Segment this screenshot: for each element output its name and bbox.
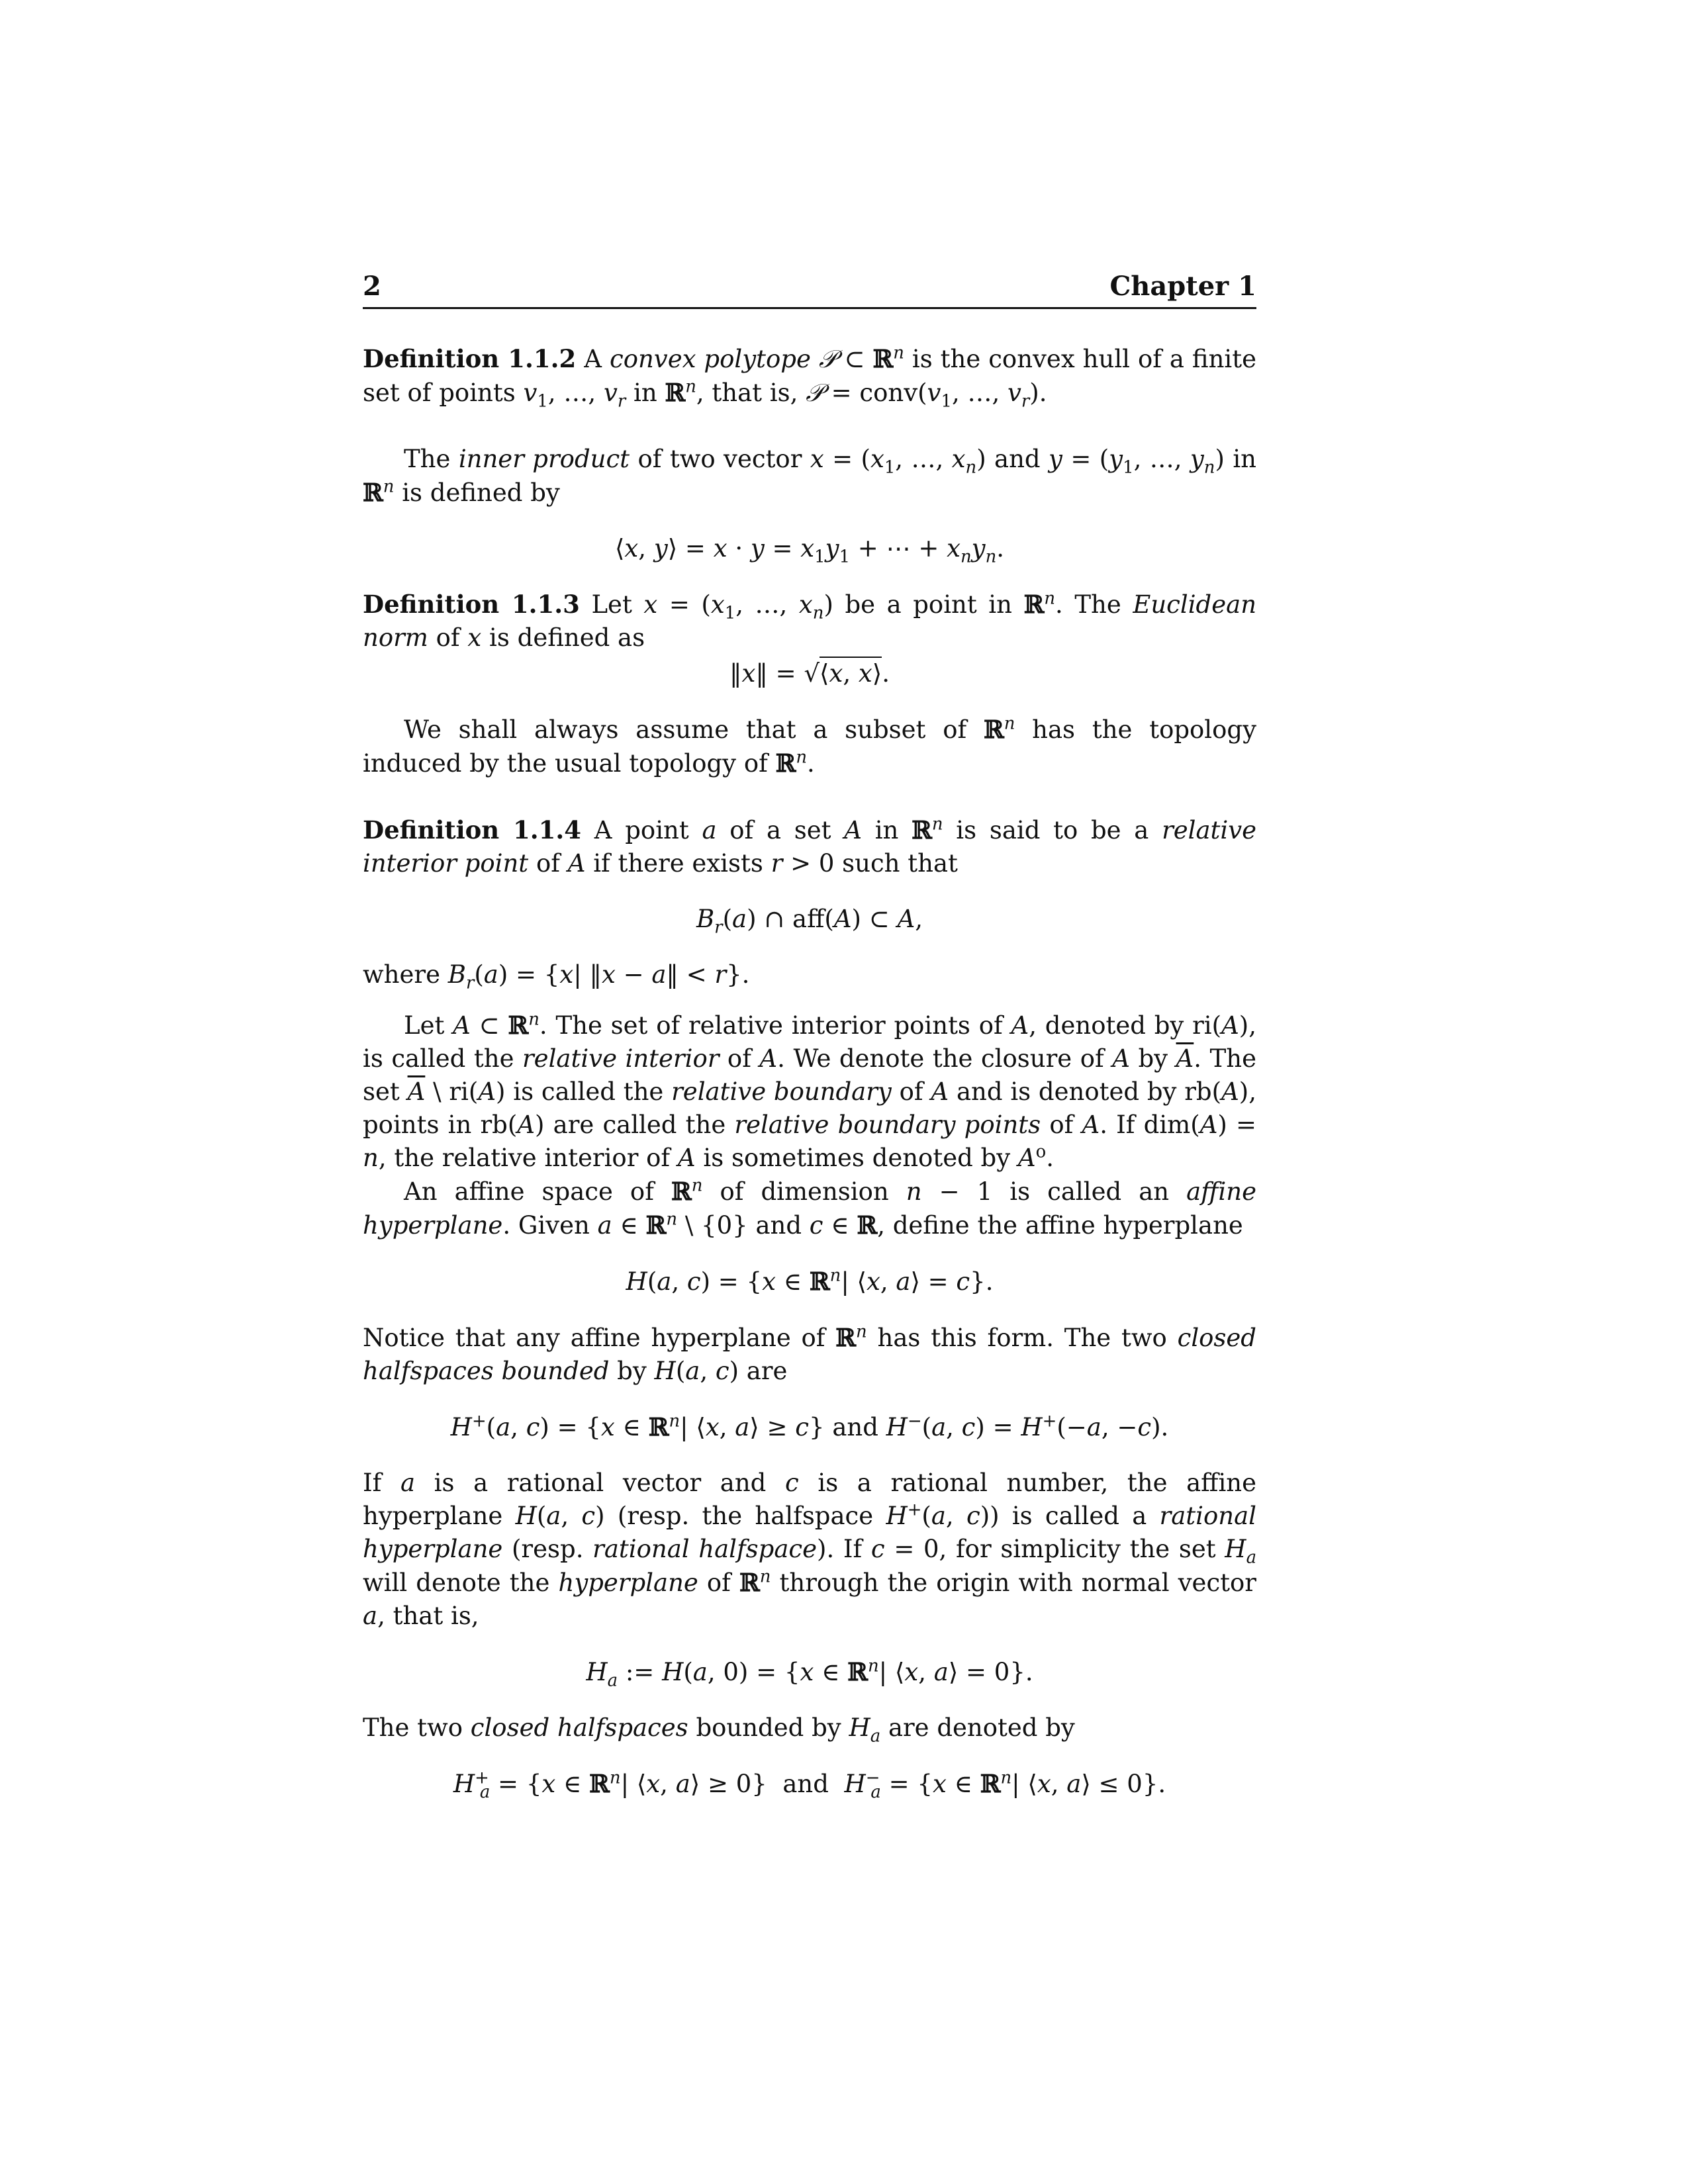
page [363, 270, 1256, 1823]
equation-halfspaces: H+(a, c) = {x ∈ ℝ$^n$| ⟨x, a⟩ ≥ c} and H−(a, c) = H+(−a, −c). [450, 1411, 1169, 1441]
affine-hyperplane-paragraph: An affine space of ℝ$^n$ of dimension n − 1 is called an affine hyperplane. Given a ∈ ℝ$^n$ \ {0} and c ∈ ℝ, define the affine hyperplane [363, 1175, 1256, 1240]
relative-boundary-paragraph: Let A ⊂ ℝ$^n$. The set of relative interior points of A, denoted by ri(A), is called the relative interior of A. We denote the closure of A by $\overline{A}$. The set $\overline{A}$ \ ri(A) is called the relative boundary of A and is denoted by rb(A), points in rb(A) are called the relative boundary points of A. If dim(A) = n, the relative interior of A is sometimes denoted by $A^o$. [363, 1009, 1257, 1172]
equation-norm: ‖x‖ = √⟨x, x⟩. [363, 657, 1256, 690]
rational-paragraph: If a is a rational vector and c is a rational number, the affine hyperplane H(a, c) (resp. the halfspace H+(a, c)) is called a rational hyperplane (resp. rational halfspace). If c = 0, for simplicity the set $H_a$ will denote the hyperplane of ℝ$^n$ through the origin with normal vector a, that is, [363, 1469, 1257, 1630]
term-euclidean-norm: Euclidean norm [363, 590, 1257, 652]
term-inner-product: inner product [458, 445, 630, 473]
equation-affine-hyperplane: H(a, c) = {x ∈ ℝ$^n$| ⟨x, a⟩ = c}. [626, 1265, 994, 1296]
definition-label: Definition 1.1.4 [363, 815, 582, 844]
equation-origin-halfspaces: $H^+_a = \{x$ ∈ ℝ$^n$| ⟨x, a⟩ ≥ 0} and $H^-_a = \{x$ ∈ ℝ$^n$| ⟨x, a⟩ ≤ 0}. [453, 1768, 1166, 1803]
term-relative-interior-point: relative interior point [363, 816, 1257, 878]
equation-inner-product: ⟨x, y⟩ = $x \cdot y = x_1y_1$ + ⋯ + $x_ny_n$. [614, 534, 1005, 567]
definition-1-1-4: Definition 1.1.4 A point a of a set A in ℝ$^n$ is said to be a relative interior point of A if there exists r > 0 such that [363, 814, 1257, 878]
definition-label: Definition 1.1.3 [363, 590, 580, 619]
final-paragraph: The two closed halfspaces bounded by $H_a$ are denoted by [363, 1713, 1075, 1747]
page-number: 2 [363, 271, 381, 302]
where-line: where $B_r(a) = \{x|$ ‖x − a‖ < r}. [363, 960, 750, 993]
equation-relative-interior: $B_r(a)$ ∩ aff(A) ⊂ A, [696, 905, 923, 938]
topology-paragraph: We shall always assume that a subset of ℝ$^n$ has the topology induced by the usual topology of ℝ$^n$. [363, 713, 1256, 778]
equation-hyperplane-origin: $H_a$ := H(a, 0) = {x ∈ ℝ$^n$| ⟨x, a⟩ = 0}. [586, 1656, 1033, 1691]
definition-1-1-3: Definition 1.1.3 Let $x = (x_1$, …, $x_n$) be a point in ℝ$^n$. The Euclidean norm of x is defined as [363, 588, 1257, 652]
notice-paragraph: Notice that any affine hyperplane of ℝ$^n$ has this form. The two closed halfspaces bounded by H(a, c) are [363, 1322, 1256, 1385]
definition-1-1-2: Definition 1.1.2 A convex polytope 𝒫 ⊂ ℝ$^n$ is the convex hull of a finite set of points $v_1$, …, $v_r$ in ℝ$^n$, that is, 𝒫 = $conv(v_1$, …, $v_r$). [363, 343, 1257, 412]
inner-product-paragraph: The inner product of two vector $x = (x_1$, …, $x_n$) and $y = (y_1$, …, $y_n$) in ℝ$^n$ is defined by [363, 445, 1256, 507]
running-head [363, 270, 1256, 309]
term-convex-polytope: convex polytope [609, 345, 811, 373]
definition-label: Definition 1.1.2 [363, 344, 577, 373]
chapter-title: Chapter 1 [1109, 271, 1256, 302]
